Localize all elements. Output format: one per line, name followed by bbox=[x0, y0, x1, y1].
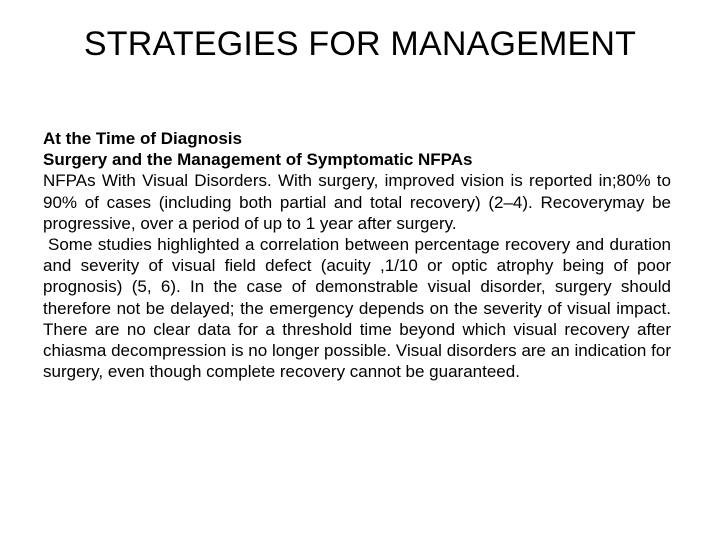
body-paragraph-1: NFPAs With Visual Disorders. With surgery, improved vision is reported in;80% to 90% of cases (including both partial and total recovery) (2–4). Recoverymay be progressive, over a period of up to 1 year after surgery. bbox=[43, 171, 671, 233]
section-heading: At the Time of Diagnosis bbox=[43, 129, 242, 148]
slide-content bbox=[43, 128, 671, 382]
subsection-heading: Surgery and the Management of Symptomatic NFPAs bbox=[43, 150, 473, 170]
slide-title: STRATEGIES FOR MANAGEMENT bbox=[83, 25, 637, 63]
body-paragraph-2: Some studies highlighted a correlation between percentage recovery and duration and severity of visual field defect (acuity ,1/10 or optic atrophy being of poor prognosis) (5, 6). In the case of demonstrable visual disorder, surgery should therefore not be delayed; the emergency depends on the severity of visual impact. There are no clear data for a threshold time beyond which visual recovery after chiasma decompression is no longer possible. Visual disorders are an indication for surgery, even though complete recovery cannot be guaranteed. bbox=[43, 235, 671, 382]
